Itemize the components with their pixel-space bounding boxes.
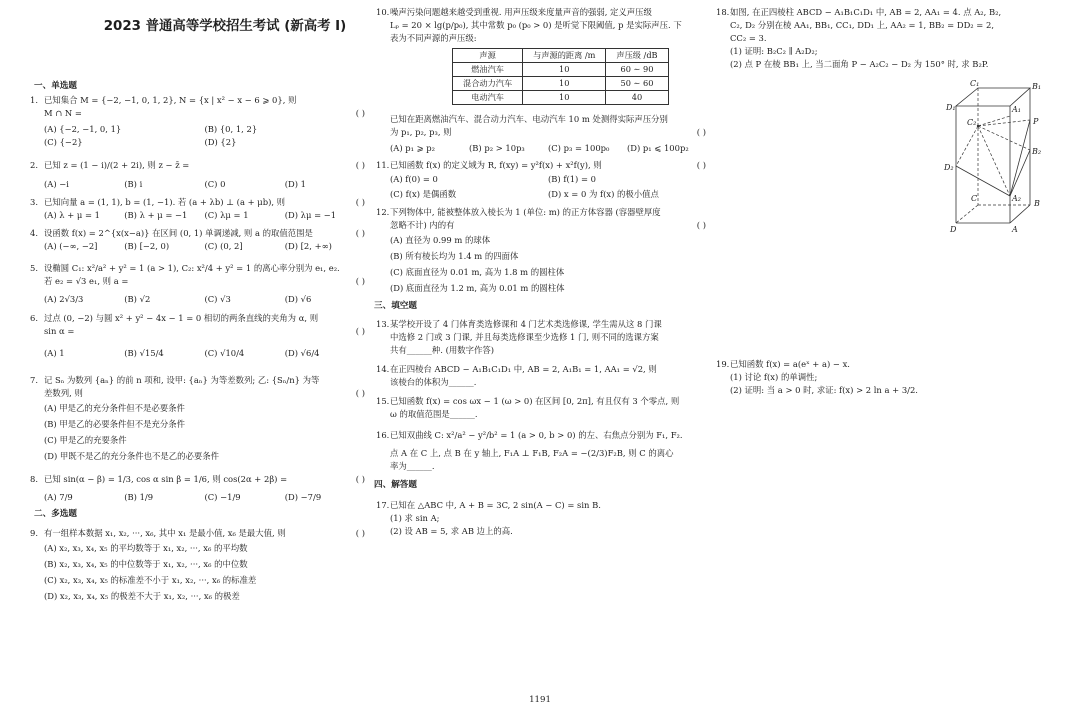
option-b: (B) {0, 1, 2} [204,124,258,134]
label-a1: A₁ [1012,105,1021,114]
option-b: (B) p₂ > 10p₃ [469,143,525,153]
answer-bracket: ( ) [355,228,365,238]
option-a: (A) λ + μ = 1 [44,210,101,220]
answer-bracket: ( ) [696,160,706,170]
question-1: 1. 已知集合 M = {−2, −1, 0, 1, 2}, N = {x | x² − x − 6 ⩾ 0}, 则 M ∩ N = ( ) (A) {−2, −1, 0, 1} (B) {0, 1, 2} (C) {−2} (D) {2} [30,95,365,147]
edge-cd [956,205,978,223]
edge-ab [1010,205,1030,223]
question-7: 7. 记 Sₙ 为数列 {aₙ} 的前 n 项和, 设甲: {aₙ} 为等差数列; 乙: {Sₙ/n} 为等 差数列, 则 ( ) (A) 甲是乙的充分条件但不是必要条件 (B) 甲是乙的必要条件但不是充分条件 (C) 甲是乙的充要条件 (D) 甲既不是乙的充分条件也不是乙的必要条件 [34,374,365,464]
answer-bracket: ( ) [355,388,365,398]
section-heading-answer: 四、解答题 [374,480,417,490]
label-p: P [1033,117,1039,126]
option-b: (B) 所有棱长均为 1.4 m 的四面体 [390,251,519,261]
option-b: (B) λ + μ = −1 [124,210,188,220]
option-a: (A) −i [44,179,69,189]
option-b: (B) √15/4 [124,348,164,358]
table-row: 混合动力汽车 10 50 ∼ 60 [453,77,669,91]
label-d1: D₁ [946,103,956,112]
edge-c2a2 [978,126,1010,196]
option-d: (D) 甲既不是乙的充分条件也不是乙的必要条件 [44,451,220,461]
label-b2: B₂ [1032,147,1042,156]
option-d: (D) p₁ ⩽ 100p₂ [627,143,689,153]
option-c: (C) {−2} [44,137,83,147]
question-9: 9. 有一组样本数据 x₁, x₂, ···, x₆, 其中 x₁ 是最小值, x₆ 是最大值, 则 ( ) (A) x₂, x₃, x₄, x₅ 的平均数等于 x₁, x₂, ···, x₆ 的平均数 (B) x₂, x₃, x₄, x₅ 的中位数等于 x₁, x₂, ···, x₆ 的中位数 (C) x₂, x₃, x₄, x₅ 的标准差不小于 x₁, x₂, ···, x₆ 的标准差 (D) x₂, x₃, x₄, x₅ 的极差不大于 x₁, x₂, ···, x₆ 的极差 [34,527,365,604]
option-b: (B) x₂, x₃, x₄, x₅ 的中位数等于 x₁, x₂, ···, x₆ 的中位数 [44,559,248,569]
option-a: (A) 2√3/3 [44,294,84,304]
label-c: C [971,194,978,203]
option-d: (D) x₂, x₃, x₄, x₅ 的极差不大于 x₁, x₂, ···, x₆ 的极差 [44,591,240,601]
option-c: (C) x₂, x₃, x₄, x₅ 的标准差不小于 x₁, x₂, ···, x₆ 的标准差 [44,575,257,585]
table-header: 声源 [453,49,523,63]
option-c: (C) (0, 2] [204,241,243,251]
answer-bracket: ( ) [355,528,365,538]
option-b: (B) i [124,179,143,189]
option-a: (A) 甲是乙的充分条件但不是必要条件 [44,403,185,413]
answer-bracket: ( ) [355,108,365,118]
question-12: 12. 下列物体中, 能被整体放入棱长为 1 (单位: m) 的正方体容器 (容器壁厚度 忽略不计) 内的有 ( ) (A) 直径为 0.99 m 的球体 (B) 所有棱长均为 1.4 m 的四面体 (C) 底面直径为 0.01 m, 高为 1.8 m 的圆柱体 (D) 底面直径为 1.2 m, 高为 0.01 m 的圆柱体 [380,206,706,296]
option-a: (A) f(0) = 0 [390,174,438,184]
edge-a2p [1010,120,1030,196]
sound-level-table [452,48,669,105]
answer-bracket: ( ) [355,326,365,336]
label-d: D [950,225,957,234]
option-c: (C) √3 [204,294,231,304]
edge-c2d2 [956,126,978,166]
option-a: (A) {−2, −1, 0, 1} [44,124,122,134]
question-13: 13. 某学校开设了 4 门体育类选修课和 4 门艺术类选修课, 学生需从这 8 门课 中选修 2 门或 3 门课, 并且每类选修课至少选修 1 门, 则不同的选课方案 共有______种. (用数字作答) [376,319,662,355]
question-19: 19. 已知函数 f(x) = a(eˣ + a) − x. (1) 讨论 f(x) 的单调性; (2) 证明: 当 a > 0 时, 求证: f(x) > 2 ln a + 3/2. [716,359,918,395]
option-d: (D) √6 [284,294,312,304]
option-d: (D) λμ = −1 [284,210,337,220]
option-c: (C) p₃ = 100p₀ [548,143,610,153]
edge-c2b2 [978,126,1030,150]
label-c1: C₁ [970,79,980,88]
option-d: (D) √6/4 [284,348,320,358]
option-c: (C) −1/9 [204,492,241,502]
option-a: (A) 7/9 [44,492,73,502]
question-6: 6. 过点 (0, −2) 与圆 x² + y² − 4x − 1 = 0 相切的两条直线的夹角为 α, 则 sin α = ( ) (A) 1 (B) √15/4 (C) √10/4 (D) √6/4 [30,313,365,358]
option-c: (C) f(x) 是偶函数 [390,189,457,199]
option-b: (B) [−2, 0) [124,241,170,251]
answer-bracket: ( ) [355,474,365,484]
edge-d2a2 [956,166,1010,196]
option-d: (D) 1 [284,179,306,189]
option-c: (C) 甲是乙的充要条件 [44,435,127,445]
question-4: 4. 设函数 f(x) = 2^{x(x−a)} 在区间 (0, 1) 单调递减, 则 a 的取值范围是 ( ) (A) (−∞, −2] (B) [−2, 0) (C) (0, 2] (D) [2, +∞) [30,228,365,251]
answer-bracket: ( ) [355,276,365,286]
label-d2: D₂ [944,163,954,172]
section-heading-single-choice: 一、单选题 [34,81,77,91]
section-heading-fill-in: 三、填空题 [374,301,417,311]
question-10: 10. 噪声污染问题越来越受到重视. 用声压级来度量声音的强弱, 定义声压级 Lₚ = 20 × lg(p/p₀), 其中常数 p₀ (p₀ > 0) 是听觉下限阈值, p 是实际声压. 下 表为不同声源的声压级: 声源 与声源的距离 /m 声压级 /dB 燃油汽车 10 60 ∼ 90 混合动力汽车 10 50 ∼ 60 电动汽车 10 40 已知在距离燃油汽车、混合动力汽车、电动汽车 10 m 处测得实际声压分别 为 p₁, p₂, p₃, 则 ( ) (A) p₁ ⩾ p₂ (B) p₂ > 10p₃ (C) p₃ = 100p₀ (D) p₁ ⩽ 100p₂ [376,7,706,153]
option-b: (B) f(1) = 0 [548,174,596,184]
label-c2: C₂ [967,118,977,127]
question-18: 18. 如图, 在正四棱柱 ABCD − A₁B₁C₁D₁ 中, AB = 2, AA₁ = 4. 点 A₂, B₂, C₂, D₂ 分别在棱 AA₁, BB₁, CC₁, DD₁ 上, AA₂ = 1, BB₂ = DD₂ = 2, CC₂ = 3. (1) 证明: B₂C₂ ∥ A₂D₂; (2) 点 P 在棱 BB₁ 上, 当二面角 P − A₂C₂ − D₂ 为 150° 时, 求 B₂P. [716,7,1002,69]
label-a: A [1012,225,1018,234]
option-b: (B) 甲是乙的必要条件但不是充分条件 [44,419,185,429]
point-c2 [977,125,979,127]
table-row: 电动汽车 10 40 [453,91,669,105]
question-8: 8. 已知 sin(α − β) = 1/3, cos α sin β = 1/6, 则 cos(2α + 2β) = ( ) (A) 7/9 (B) 1/9 (C) −1/9 (D) −7/9 [30,474,365,502]
option-c: (C) 0 [204,179,226,189]
option-b: (B) √2 [124,294,151,304]
option-d: (D) −7/9 [284,492,322,502]
option-d: (D) x = 0 为 f(x) 的极小值点 [548,189,659,199]
label-b1: B₁ [1032,82,1042,91]
answer-bracket: ( ) [355,197,365,207]
top-face [956,88,1030,106]
page-number: 1191 [529,695,551,705]
option-c: (C) 底面直径为 0.01 m, 高为 1.8 m 的圆柱体 [390,267,565,277]
answer-bracket: ( ) [696,220,706,230]
option-c: (C) λμ = 1 [204,210,249,220]
option-a: (A) 1 [44,348,65,358]
label-b: B [1034,199,1040,208]
answer-bracket: ( ) [696,127,706,137]
option-c: (C) √10/4 [204,348,245,358]
answer-bracket: ( ) [355,160,365,170]
option-a: (A) x₂, x₃, x₄, x₅ 的平均数等于 x₁, x₂, ···, x₆ 的平均数 [44,543,248,553]
question-17: 17. 已知在 △ABC 中, A + B = 3C, 2 sin(A − C) = sin B. (1) 求 sin A; (2) 设 AB = 5, 求 AB 边上的高. [376,500,601,536]
question-11: 11. 已知函数 f(x) 的定义域为 R, f(xy) = y²f(x) + x²f(y), 则 ( ) (A) f(0) = 0 (B) f(1) = 0 (C) f(x) 是偶函数 (D) x = 0 为 f(x) 的极小值点 [380,159,706,202]
option-d: (D) 底面直径为 1.2 m, 高为 0.01 m 的圆柱体 [390,283,565,293]
option-a: (A) 直径为 0.99 m 的球体 [390,235,491,245]
label-a2: A₂ [1012,194,1021,203]
edge-c2p [978,120,1030,126]
question-15: 15. 已知函数 f(x) = cos ωx − 1 (ω > 0) 在区间 [0, 2π], 有且仅有 3 个零点, 则 ω 的取值范围是______. [376,396,680,419]
question-5: 5. 设椭圆 C₁: x²/a² + y² = 1 (a > 1), C₂: x²/4 + y² = 1 的离心率分别为 e₁, e₂. 若 e₂ = √3 e₁, 则 a = ( ) (A) 2√3/3 (B) √2 (C) √3 (D) √6 [30,263,365,304]
page-title: 2023 普通高等学校招生考试 (新高考 I) [103,19,347,34]
prism-figure [944,79,1058,240]
option-d: (D) [2, +∞) [284,241,332,251]
question-3: 3. 已知向量 a = (1, 1), b = (1, −1). 若 (a + λb) ⊥ (a + μb), 则 ( ) (A) λ + μ = 1 (B) λ + μ = −1 (C) λμ = 1 (D) λμ = −1 [30,197,365,220]
question-2: 2. 已知 z = (1 − i)/(2 + 2i), 则 z − z̄ = ( ) (A) −i (B) i (C) 0 (D) 1 [30,160,365,189]
option-a: (A) p₁ ⩾ p₂ [390,143,436,153]
option-a: (A) (−∞, −2] [44,241,98,251]
table-header: 与声源的距离 /m [523,49,606,63]
question-14: 14. 在正四棱台 ABCD − A₁B₁C₁D₁ 中, AB = 2, A₁B₁ = 1, AA₁ = √2, 则 该棱台的体积为______. [376,364,657,387]
question-16: 16. 已知双曲线 C: x²/a² − y²/b² = 1 (a > 0, b > 0) 的左、右焦点分别为 F₁, F₂. 点 A 在 C 上, 点 B 在 y 轴上, F₁A ⊥ F₁B, F₂A = −(2/3)F₂B, 则 C 的离心 率为______. [376,430,683,471]
table-header: 声压级 /dB [606,49,668,63]
option-d: (D) {2} [204,137,237,147]
table-row: 燃油汽车 10 60 ∼ 90 [453,63,669,77]
section-heading-multi-choice: 二、多选题 [34,509,77,519]
option-b: (B) 1/9 [124,492,154,502]
